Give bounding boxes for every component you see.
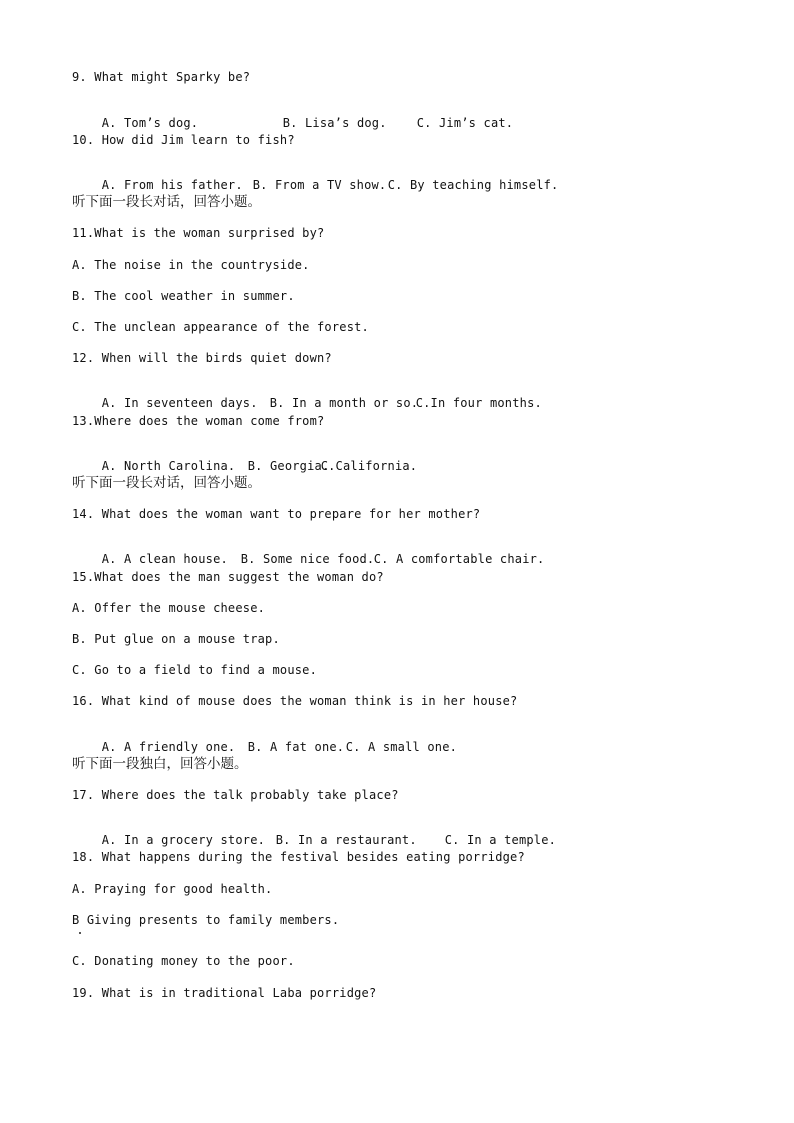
option-b: B. In a restaurant. [275, 833, 417, 847]
question-9: 9. What might Sparky be? [72, 70, 251, 84]
option-a: A. In seventeen days. [101, 396, 258, 410]
option-a: A. The noise in the countryside. [72, 258, 310, 272]
section-heading: 听下面一段长对话，回答小题。 [72, 194, 261, 210]
option-a: A. Offer the mouse cheese. [72, 601, 266, 615]
option-b: B. From a TV show. [252, 178, 387, 192]
option-a: A. North Carolina. [101, 459, 236, 473]
option-c: C.California. [320, 459, 418, 473]
option-c: C. Jim’s cat. [416, 116, 514, 130]
question-10: 10. How did Jim learn to fish? [72, 133, 295, 147]
question-16: 16. What kind of mouse does the woman think is in her house? [72, 694, 518, 708]
question-12: 12. When will the birds quiet down? [72, 351, 332, 365]
option-b: B. Georgia. [247, 459, 330, 473]
option-a: A. From his father. [101, 178, 243, 192]
option-b: B. The cool weather in summer. [72, 289, 295, 303]
stray-mark [79, 932, 81, 934]
option-c: C. By teaching himself. [387, 178, 559, 192]
option-b: B. Lisa’s dog. [282, 116, 387, 130]
section-heading: 听下面一段独白，回答小题。 [72, 756, 248, 772]
option-a: A. Tom’s dog. [101, 116, 199, 130]
question-15: 15.What does the man suggest the woman do? [72, 570, 384, 584]
option-c: C. In a temple. [444, 833, 557, 847]
option-c: C. A comfortable chair. [373, 552, 545, 566]
option-a: A. Praying for good health. [72, 882, 273, 896]
option-c: C.In four months. [415, 396, 542, 410]
option-b: B. Put glue on a mouse trap. [72, 632, 280, 646]
question-13: 13.Where does the woman come from? [72, 414, 325, 428]
question-17: 17. Where does the talk probably take place? [72, 788, 399, 802]
question-19: 19. What is in traditional Laba porridge? [72, 986, 377, 1000]
option-b: B. Some nice food. [240, 552, 375, 566]
option-c: C. A small one. [345, 740, 458, 754]
section-heading: 听下面一段长对话，回答小题。 [72, 475, 261, 491]
question-14: 14. What does the woman want to prepare for her mother? [72, 507, 481, 521]
option-c: C. The unclean appearance of the forest. [72, 320, 369, 334]
question-11: 11.What is the woman surprised by? [72, 226, 325, 240]
question-18: 18. What happens during the festival besides eating porridge? [72, 850, 525, 864]
option-c: C. Go to a field to find a mouse. [72, 663, 318, 677]
option-a: A. A friendly one. [101, 740, 236, 754]
option-b: B Giving presents to family members. [72, 913, 340, 927]
option-a: A. In a grocery store. [101, 833, 266, 847]
option-c: C. Donating money to the poor. [72, 954, 295, 968]
option-b: B. In a month or so. [269, 396, 419, 410]
option-b: B. A fat one. [247, 740, 345, 754]
option-a: A. A clean house. [101, 552, 228, 566]
